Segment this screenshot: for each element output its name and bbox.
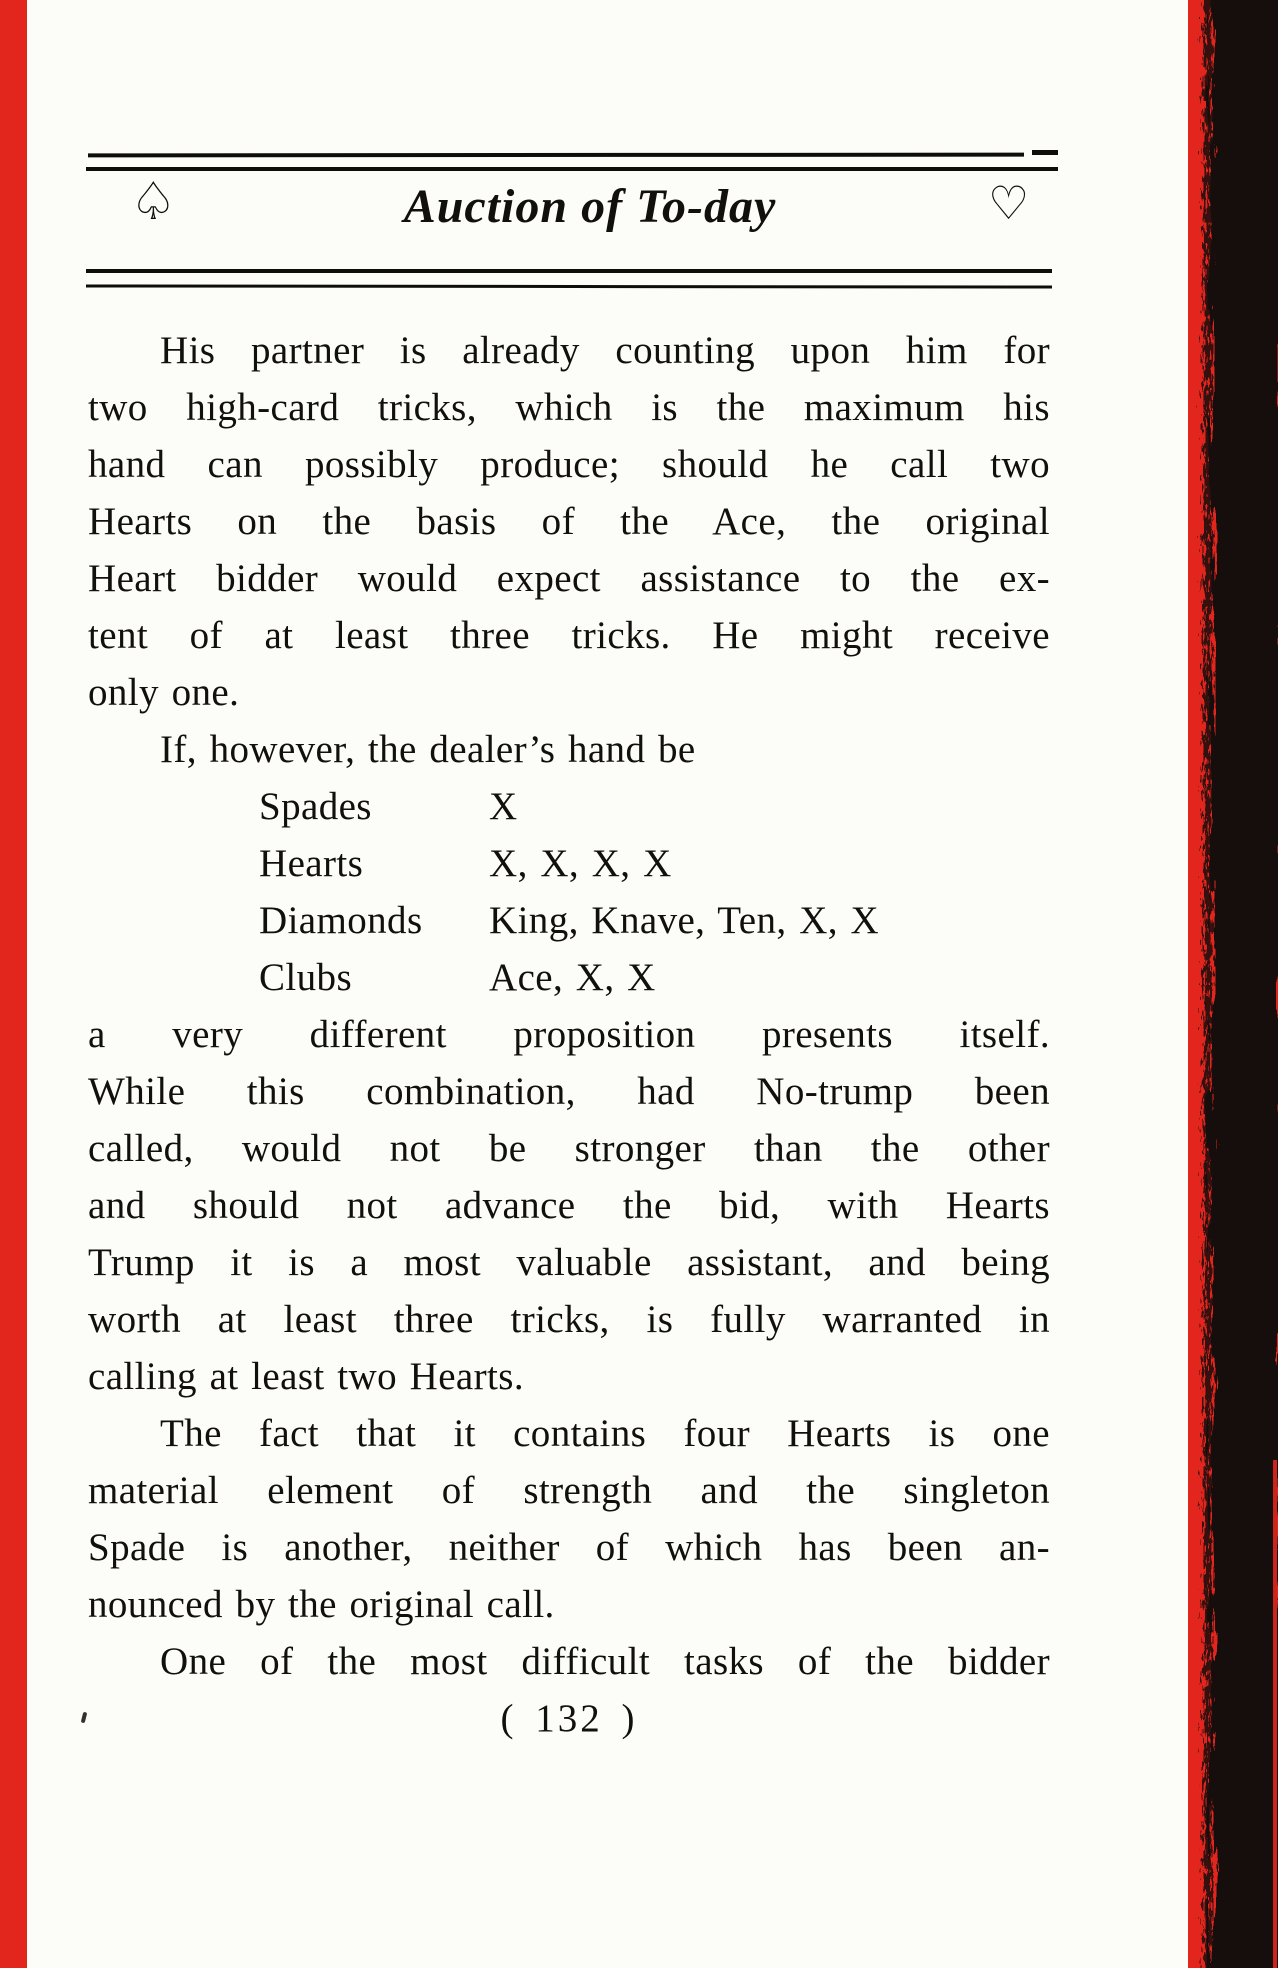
body-line: Heart bidder would expect assistance to the ex- — [88, 557, 1050, 600]
right-red-page-edge-band — [1182, 0, 1278, 1968]
header-top-rule-1-end-dash — [1032, 150, 1058, 155]
suit-label: Clubs — [259, 956, 353, 999]
body-line: While this combination, had No-trump been — [88, 1070, 1050, 1113]
spade-icon: ♤ — [130, 172, 177, 232]
cards-value: Ace, X, X — [489, 956, 656, 999]
heart-icon: ♡ — [988, 176, 1030, 230]
band-speckle-fringe — [1204, 0, 1212, 1968]
header-bottom-rule-1 — [86, 269, 1052, 273]
body-line: only one. — [88, 671, 240, 714]
body-line: called, would not be stronger than the other — [88, 1127, 1050, 1170]
hand-row — [88, 778, 1050, 835]
body-line: Hearts on the basis of the Ace, the original — [88, 500, 1050, 543]
suit-label: Spades — [259, 785, 372, 828]
body-line: worth at least three tricks, is fully warranted in — [88, 1298, 1050, 1341]
cards-value: X — [489, 785, 518, 828]
ink-speck — [81, 1712, 88, 1724]
suit-label: Hearts — [259, 842, 364, 885]
header-top-rule-2 — [86, 167, 1058, 171]
suit-label: Diamonds — [259, 899, 423, 942]
body-line: If, however, the dealer’s hand be — [160, 728, 696, 771]
body-line: nounced by the original call. — [88, 1583, 555, 1626]
cards-value: King, Knave, Ten, X, X — [489, 899, 880, 942]
band-dark-mottle — [1212, 0, 1278, 1968]
cards-value: X, X, X, X — [489, 842, 672, 885]
body-line: The fact that it contains four Hearts is one — [160, 1412, 1050, 1455]
body-text — [88, 322, 1050, 1822]
body-line: calling at least two Hearts. — [88, 1355, 524, 1398]
body-line: hand can possibly produce; should he call two — [88, 443, 1050, 486]
header-bottom-rule-2 — [86, 284, 1052, 288]
body-line: a very different proposition presents itself. — [88, 1013, 1050, 1056]
page-title: Auction of To-day — [403, 180, 777, 233]
page-number: ( 132 ) — [500, 1697, 638, 1740]
body-line: tent of at least three tricks. He might receive — [88, 614, 1050, 657]
body-line: and should not advance the bid, with Hearts — [88, 1184, 1050, 1227]
band-red-edge-line — [1273, 1460, 1277, 1968]
hand-row — [88, 835, 1050, 892]
hand-row — [88, 892, 1050, 949]
hand-row — [88, 949, 1050, 1006]
header-top-rule-1 — [88, 153, 1024, 158]
body-line: Spade is another, neither of which has been an- — [88, 1526, 1050, 1569]
body-line: two high-card tricks, which is the maximum his — [88, 386, 1050, 429]
body-line: Trump it is a most valuable assistant, and being — [88, 1241, 1050, 1284]
left-red-page-edge — [0, 0, 27, 1968]
body-line: One of the most difficult tasks of the bidder — [160, 1640, 1050, 1683]
body-line: material element of strength and the singleton — [88, 1469, 1050, 1512]
body-line: His partner is already counting upon him for — [160, 329, 1050, 372]
